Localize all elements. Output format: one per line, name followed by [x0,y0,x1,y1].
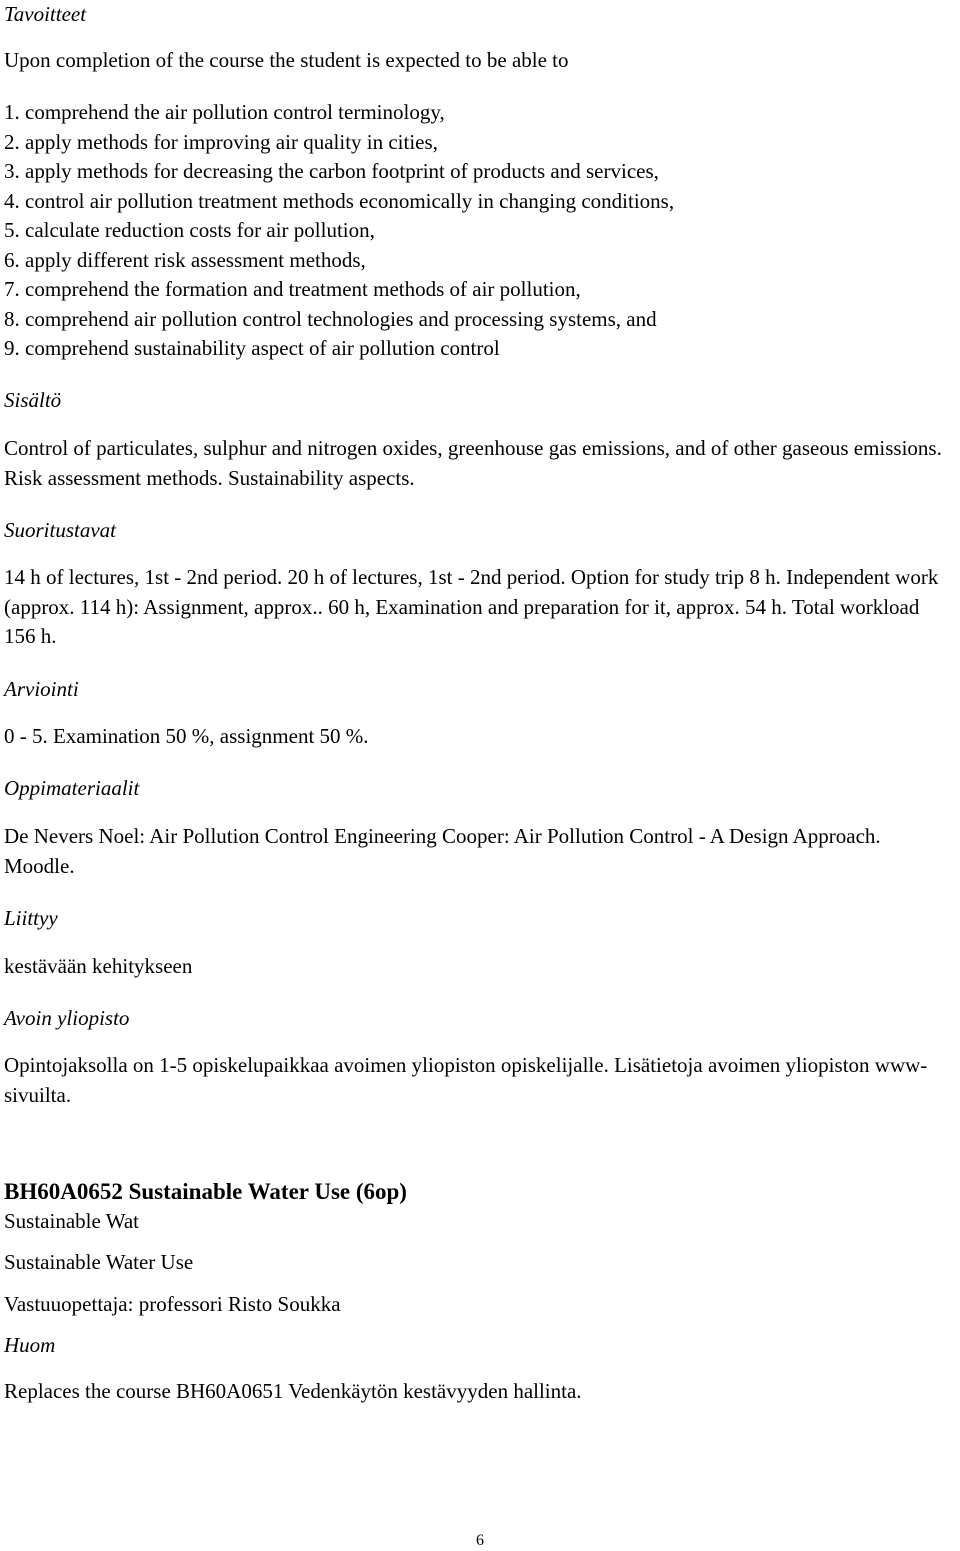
section-heading-arviointi: Arviointi [4,677,79,701]
study-methods-paragraph: 14 h of lectures, 1st - 2nd period. 20 h of lectures, 1st - 2nd period. Option for study trip 8 h. Independent work (approx. 114 h): Assignment, approx.. 60 h, Examination and preparation for it, approx. 54 h. Total workload 156 h. [4,565,939,648]
section-heading-sisalto: Sisältö [4,388,62,412]
course-full-name: Sustainable Water Use [4,1250,194,1274]
course-title: BH60A0652 Sustainable Water Use (6op) [4,1179,407,1204]
related-text: kestävään kehitykseen [4,954,193,978]
objective-item: 5. calculate reduction costs for air pollution, [4,218,375,242]
objective-item: 7. comprehend the formation and treatment methods of air pollution, [4,277,581,301]
section-heading-huom: Huom [4,1333,56,1357]
objective-item: 1. comprehend the air pollution control terminology, [4,100,445,124]
objective-item: 4. control air pollution treatment methods economically in changing conditions, [4,189,675,213]
section-heading-suoritustavat: Suoritustavat [4,518,117,542]
content-paragraph: Control of particulates, sulphur and nitrogen oxides, greenhouse gas emissions, and of other gaseous emissions. Risk assessment methods. Sustainability aspects. [4,436,942,490]
objectives-intro: Upon completion of the course the student is expected to be able to [4,48,569,72]
page-number: 6 [476,1532,484,1549]
open-university-paragraph: Opintojaksolla on 1-5 opiskelupaikkaa avoimen yliopiston opiskelijalle. Lisätietoja avoimen yliopiston www-sivuilta. [4,1053,928,1107]
objective-item: 8. comprehend air pollution control technologies and processing systems, and [4,307,657,331]
objective-item: 3. apply methods for decreasing the carbon footprint of products and services, [4,159,659,183]
objective-item: 6. apply different risk assessment methods, [4,248,366,272]
materials-paragraph: De Nevers Noel: Air Pollution Control Engineering Cooper: Air Pollution Control - A Design Approach. Moodle. [4,824,881,878]
objective-item: 9. comprehend sustainability aspect of air pollution control [4,336,500,360]
objective-item: 2. apply methods for improving air quality in cities, [4,130,438,154]
section-heading-tavoitteet: Tavoitteet [4,2,87,26]
section-heading-liittyy: Liittyy [4,906,58,930]
assessment-text: 0 - 5. Examination 50 %, assignment 50 %. [4,724,369,748]
course-teacher: Vastuuopettaja: professori Risto Soukka [4,1292,341,1316]
section-heading-oppimateriaalit: Oppimateriaalit [4,776,140,800]
course-short-name: Sustainable Wat [4,1209,139,1233]
section-heading-avoin-yliopisto: Avoin yliopisto [4,1006,130,1030]
huom-text: Replaces the course BH60A0651 Vedenkäytön kestävyyden hallinta. [4,1379,582,1403]
